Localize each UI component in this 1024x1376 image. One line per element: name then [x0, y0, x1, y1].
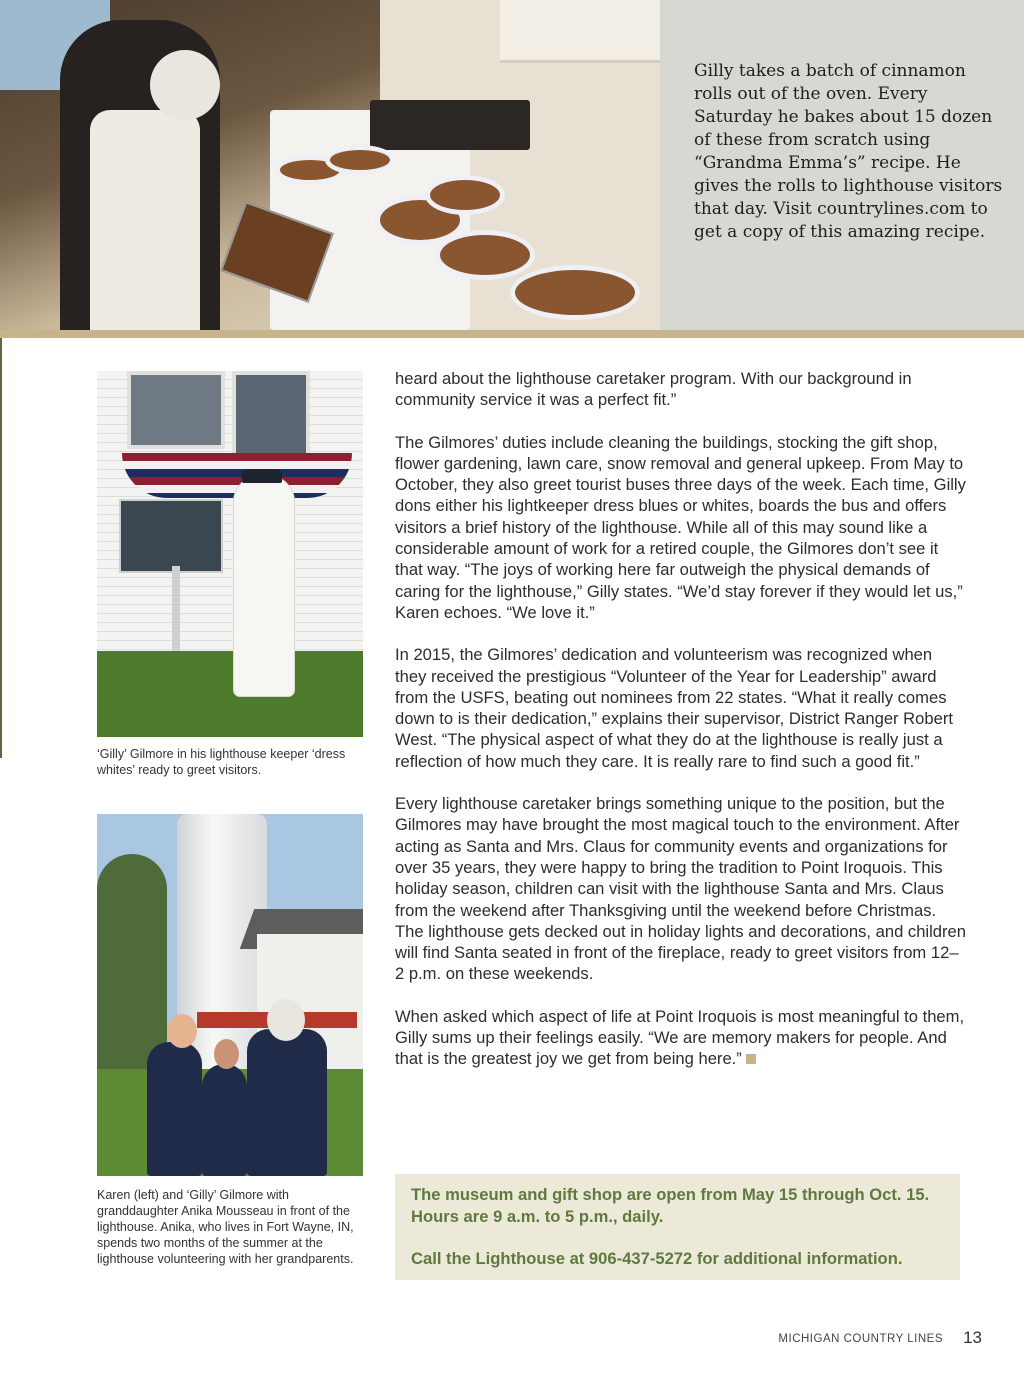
article-paragraph: The Gilmores’ duties include cleaning the buildings, stocking the gift shop, flower gardening, lawn care, snow removal and general upkeep. From May to October, they also greet tourist buses three days of the week. Each time, Gilly dons either his lightkeeper dress blues or whites, boards the bus and offers visitors a brief history of the lighthouse. While all of this may sound like a considerable amount of work for a retired couple, the Gilmores don’t see it that way. “The joys of working here far outweigh the physical demands of caring for the lighthouse,” Gilly states. “We’d stay forever if they would let us,” Karen echoes. “We love it.”: [395, 432, 966, 622]
top-caption: Gilly takes a batch of cinnamon rolls out of the oven. Every Saturday he bakes about 15 dozen of these from scratch using “Grandma Emma’s” recipe. He gives the rolls to lighthouse visitors that day. Visit countrylines.com to get a copy of this amazing recipe.: [694, 61, 1003, 242]
page-number: 13: [963, 1328, 982, 1347]
hours-info: The museum and gift shop are open from May 15 through Oct. 15. Hours are 9 a.m. to 5 p.m., daily.: [411, 1185, 930, 1226]
article-paragraph-final: [395, 1006, 967, 1070]
photo-family-lighthouse: [97, 814, 363, 1176]
top-caption-box: [660, 0, 1024, 330]
gold-divider: [0, 330, 1024, 338]
edge-divider: [0, 338, 2, 758]
article-paragraph: Every lighthouse caretaker brings something unique to the position, but the Gilmores may have brought the most magical touch to the environment. After acting as Santa and Mrs. Claus for community events and organizations for over 35 years, they were happy to bring the tradition to Point Iroquois. This holiday season, children can visit with the lighthouse Santa and Mrs. Claus from the weekend after Thanksgiving until the weekend before Christmas. The lighthouse gets decked out in holiday lights and decorations, and children will find Santa seated in front of the fireplace, ready to greet visitors from 12–2 p.m. on these weekends.: [395, 794, 967, 984]
publication-name: MICHIGAN COUNTRY LINES: [778, 1333, 943, 1345]
article-body: [395, 368, 967, 1091]
photo-gilly-baking: [0, 0, 660, 330]
article-paragraph: In 2015, the Gilmores’ dedication and volunteerism was recognized when they received the prestigious “Volunteer of the Year for Leadership” award from the USFS, beating out nominees from 22 states. “What it really comes down to is their dedication,” explains their supervisor, District Ranger Robert West. “The physical aspect of what they do at the lighthouse is really just a reflection of how much they care. It is really rare to find such a good fit.”: [395, 645, 953, 771]
visitor-info-box: [395, 1174, 960, 1280]
photo1-caption: ‘Gilly’ Gilmore in his lighthouse keeper ‘dress whites’ ready to greet visitors.: [97, 747, 346, 777]
photo2-caption: Karen (left) and ‘Gilly’ Gilmore with granddaughter Anika Mousseau in front of the lighthouse. Anika, who lives in Fort Wayne, IN, spends two months of the summer at the lighthouse volunteering with her grandparents.: [97, 1188, 354, 1266]
photo-gilly-dress-whites: [97, 371, 363, 737]
final-paragraph-text: When asked which aspect of life at Point Iroquois is most meaningful to them, Gilly sums up their feelings easily. “We are memory makers for people. And that is the greatest joy we get from being here.”: [395, 1006, 965, 1069]
end-mark-icon: [746, 1054, 756, 1064]
phone-info: Call the Lighthouse at 906-437-5272 for additional information.: [411, 1249, 903, 1268]
article-paragraph: heard about the lighthouse caretaker program. With our background in community service it was a perfect fit.”: [395, 369, 912, 410]
